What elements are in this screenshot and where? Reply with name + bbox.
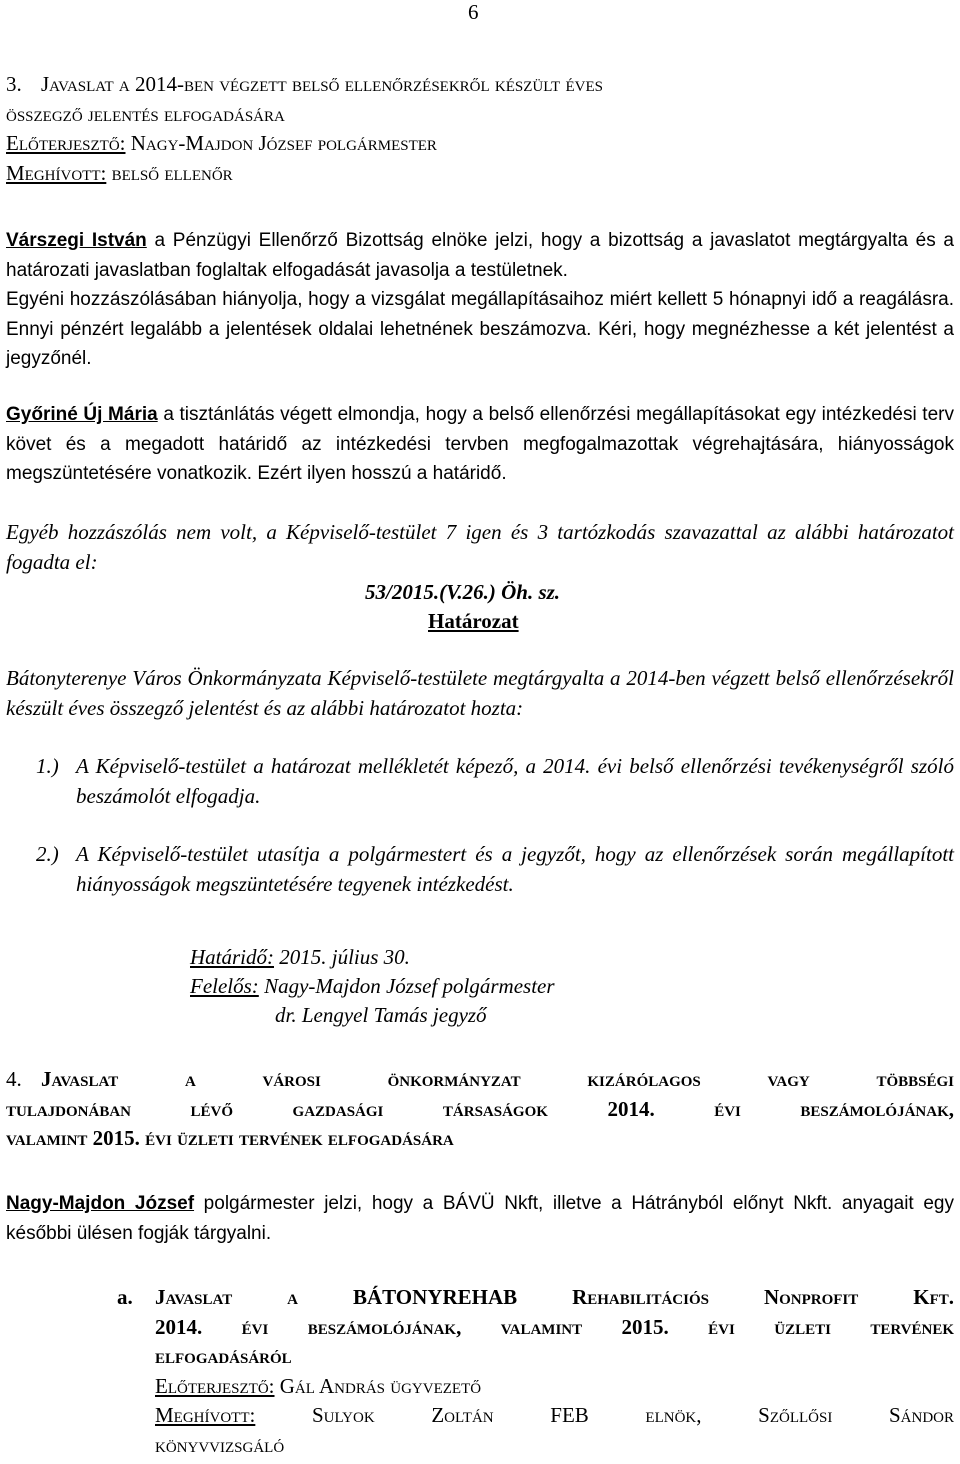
paragraph-varszegi (6, 226, 954, 374)
section-4a-number: a. (117, 1285, 133, 1309)
section-4-title-line3: valamint 2015. évi üzleti tervének elfogadására (6, 1126, 454, 1151)
section-4a-title-line1: Javaslat a BÁTONYREHAB Rehabilitációs Nonprofit Kft. (155, 1285, 954, 1309)
paragraph-gyorine (6, 400, 954, 489)
invited-label: Meghívott: (6, 160, 107, 185)
presenter-value: Gál András ügyvezető (279, 1373, 482, 1398)
resolution-item-number: 1.) (36, 754, 59, 778)
deadline-label: Határidő: (190, 945, 274, 969)
speaker-name: Győriné Új Mária (6, 404, 158, 425)
section-3-number: 3. (6, 72, 22, 96)
deadline-value: 2015. július 30. (274, 945, 410, 969)
presenter-label: Előterjesztő: (155, 1373, 275, 1398)
invited-value-2: könyvvizsgáló (155, 1432, 285, 1457)
invited-label: Meghívott: (155, 1403, 256, 1428)
responsible-value: Nagy-Majdon József polgármester (258, 974, 555, 998)
section-3-title-line1: Javaslat a 2014-ben végzett belső ellenőrzésekről készült éves (41, 72, 603, 96)
section-4a-title-line3: elfogadásáról (155, 1344, 292, 1369)
section-3-title-line2: összegző jelentés elfogadására (6, 101, 285, 126)
paragraph-text-2: Egyéni hozzászólásában hiányolja, hogy a vizsgálat megállapításaihoz miért kellett 5 hónapnyi idő a reagálásra. Ennyi pénzért legalább a jelentések oldalai lehetnének beszámozva. Kéri, hogy megnézhesse a két jelentést a jegyzőnél. (6, 289, 954, 370)
responsible-line-2: dr. Lengyel Tamás jegyző (275, 1003, 487, 1027)
paragraph-text: polgármester jelzi, hogy a BÁVÜ Nkft, illetve a Hátrányból előnyt Nkft. anyagait egy későbbi ülésen fogják tárgyalni. (6, 1193, 954, 1244)
page-number: 6 (468, 0, 479, 24)
section-4-heading (6, 1065, 954, 1154)
section-4a-heading (155, 1283, 954, 1461)
deadline-line (190, 943, 410, 973)
resolution-intro: Bátonyterenye Város Önkormányzata Képviselő-testülete megtárgyalta a 2014-ben végzett belső ellenőrzésekről készült éves összegző jelentést és az alábbi határozatot hozta: (6, 666, 954, 720)
speaker-name: Nagy-Majdon József (6, 1193, 195, 1214)
presenter-value: Nagy-Majdon József polgármester (130, 131, 437, 156)
invited-value: belső ellenőr (111, 160, 233, 185)
resolution-item-number: 2.) (36, 842, 59, 866)
responsible-line (190, 972, 555, 1002)
resolution-item-text: A Képviselő-testület utasítja a polgármestert és a jegyzőt, hogy az ellenőrzések során megállapított hiányosságok megszüntetésére tegyenek intézkedést. (76, 842, 954, 896)
resolution-item-text: A Képviselő-testület a határozat mellékletét képező, a 2014. évi belső ellenőrzési tevékenységről szóló beszámolót elfogadja. (76, 754, 954, 808)
section-4a-title-line2: 2014. évi beszámolójának, valamint 2015. évi üzleti tervének (155, 1314, 954, 1339)
section-4-number: 4. (6, 1067, 22, 1091)
paragraph-text: a tisztánlátás végett elmondja, hogy a belső ellenőrzési megállapításokat egy intézkedési terv követ és a megadott határidő az intézkedési tervben megfogalmazottak végrehajtására, hiányosságok megszüntetésére vonatkozik. Ezért ilyen hosszú a határidő. (6, 404, 954, 485)
resolution-title: Határozat (428, 609, 519, 633)
section-4-title-line1: Javaslat a városi önkormányzat kizárólagos vagy többségi (41, 1067, 954, 1091)
presenter-label: Előterjesztő: (6, 131, 126, 156)
section-3-heading (6, 70, 954, 188)
resolution-number: 53/2015.(V.26.) Öh. sz. (365, 580, 561, 604)
responsible-label: Felelős: (190, 974, 259, 998)
section-4-title-line2: tulajdonában lévő gazdasági társaságok 2014. évi beszámolójának, (6, 1096, 954, 1121)
vote-statement: Egyéb hozzászólás nem volt, a Képviselő-testület 7 igen és 3 tartózkodás szavazattal az alábbi határozatot fogadta el: (6, 520, 954, 574)
invited-value: Sulyok Zoltán FEB elnök, Szőllősi Sándor (312, 1403, 955, 1428)
paragraph-nagy-majdon (6, 1189, 954, 1248)
resolution-item-1 (36, 752, 954, 811)
resolution-item-2 (36, 840, 954, 899)
paragraph-text: a Pénzügyi Ellenőrző Bizottság elnöke jelzi, hogy a bizottság a javaslatot megtárgyalta és a határozati javaslatban foglaltak elfogadását javasolja a testületnek. (6, 230, 955, 281)
speaker-name: Várszegi István (6, 230, 147, 251)
